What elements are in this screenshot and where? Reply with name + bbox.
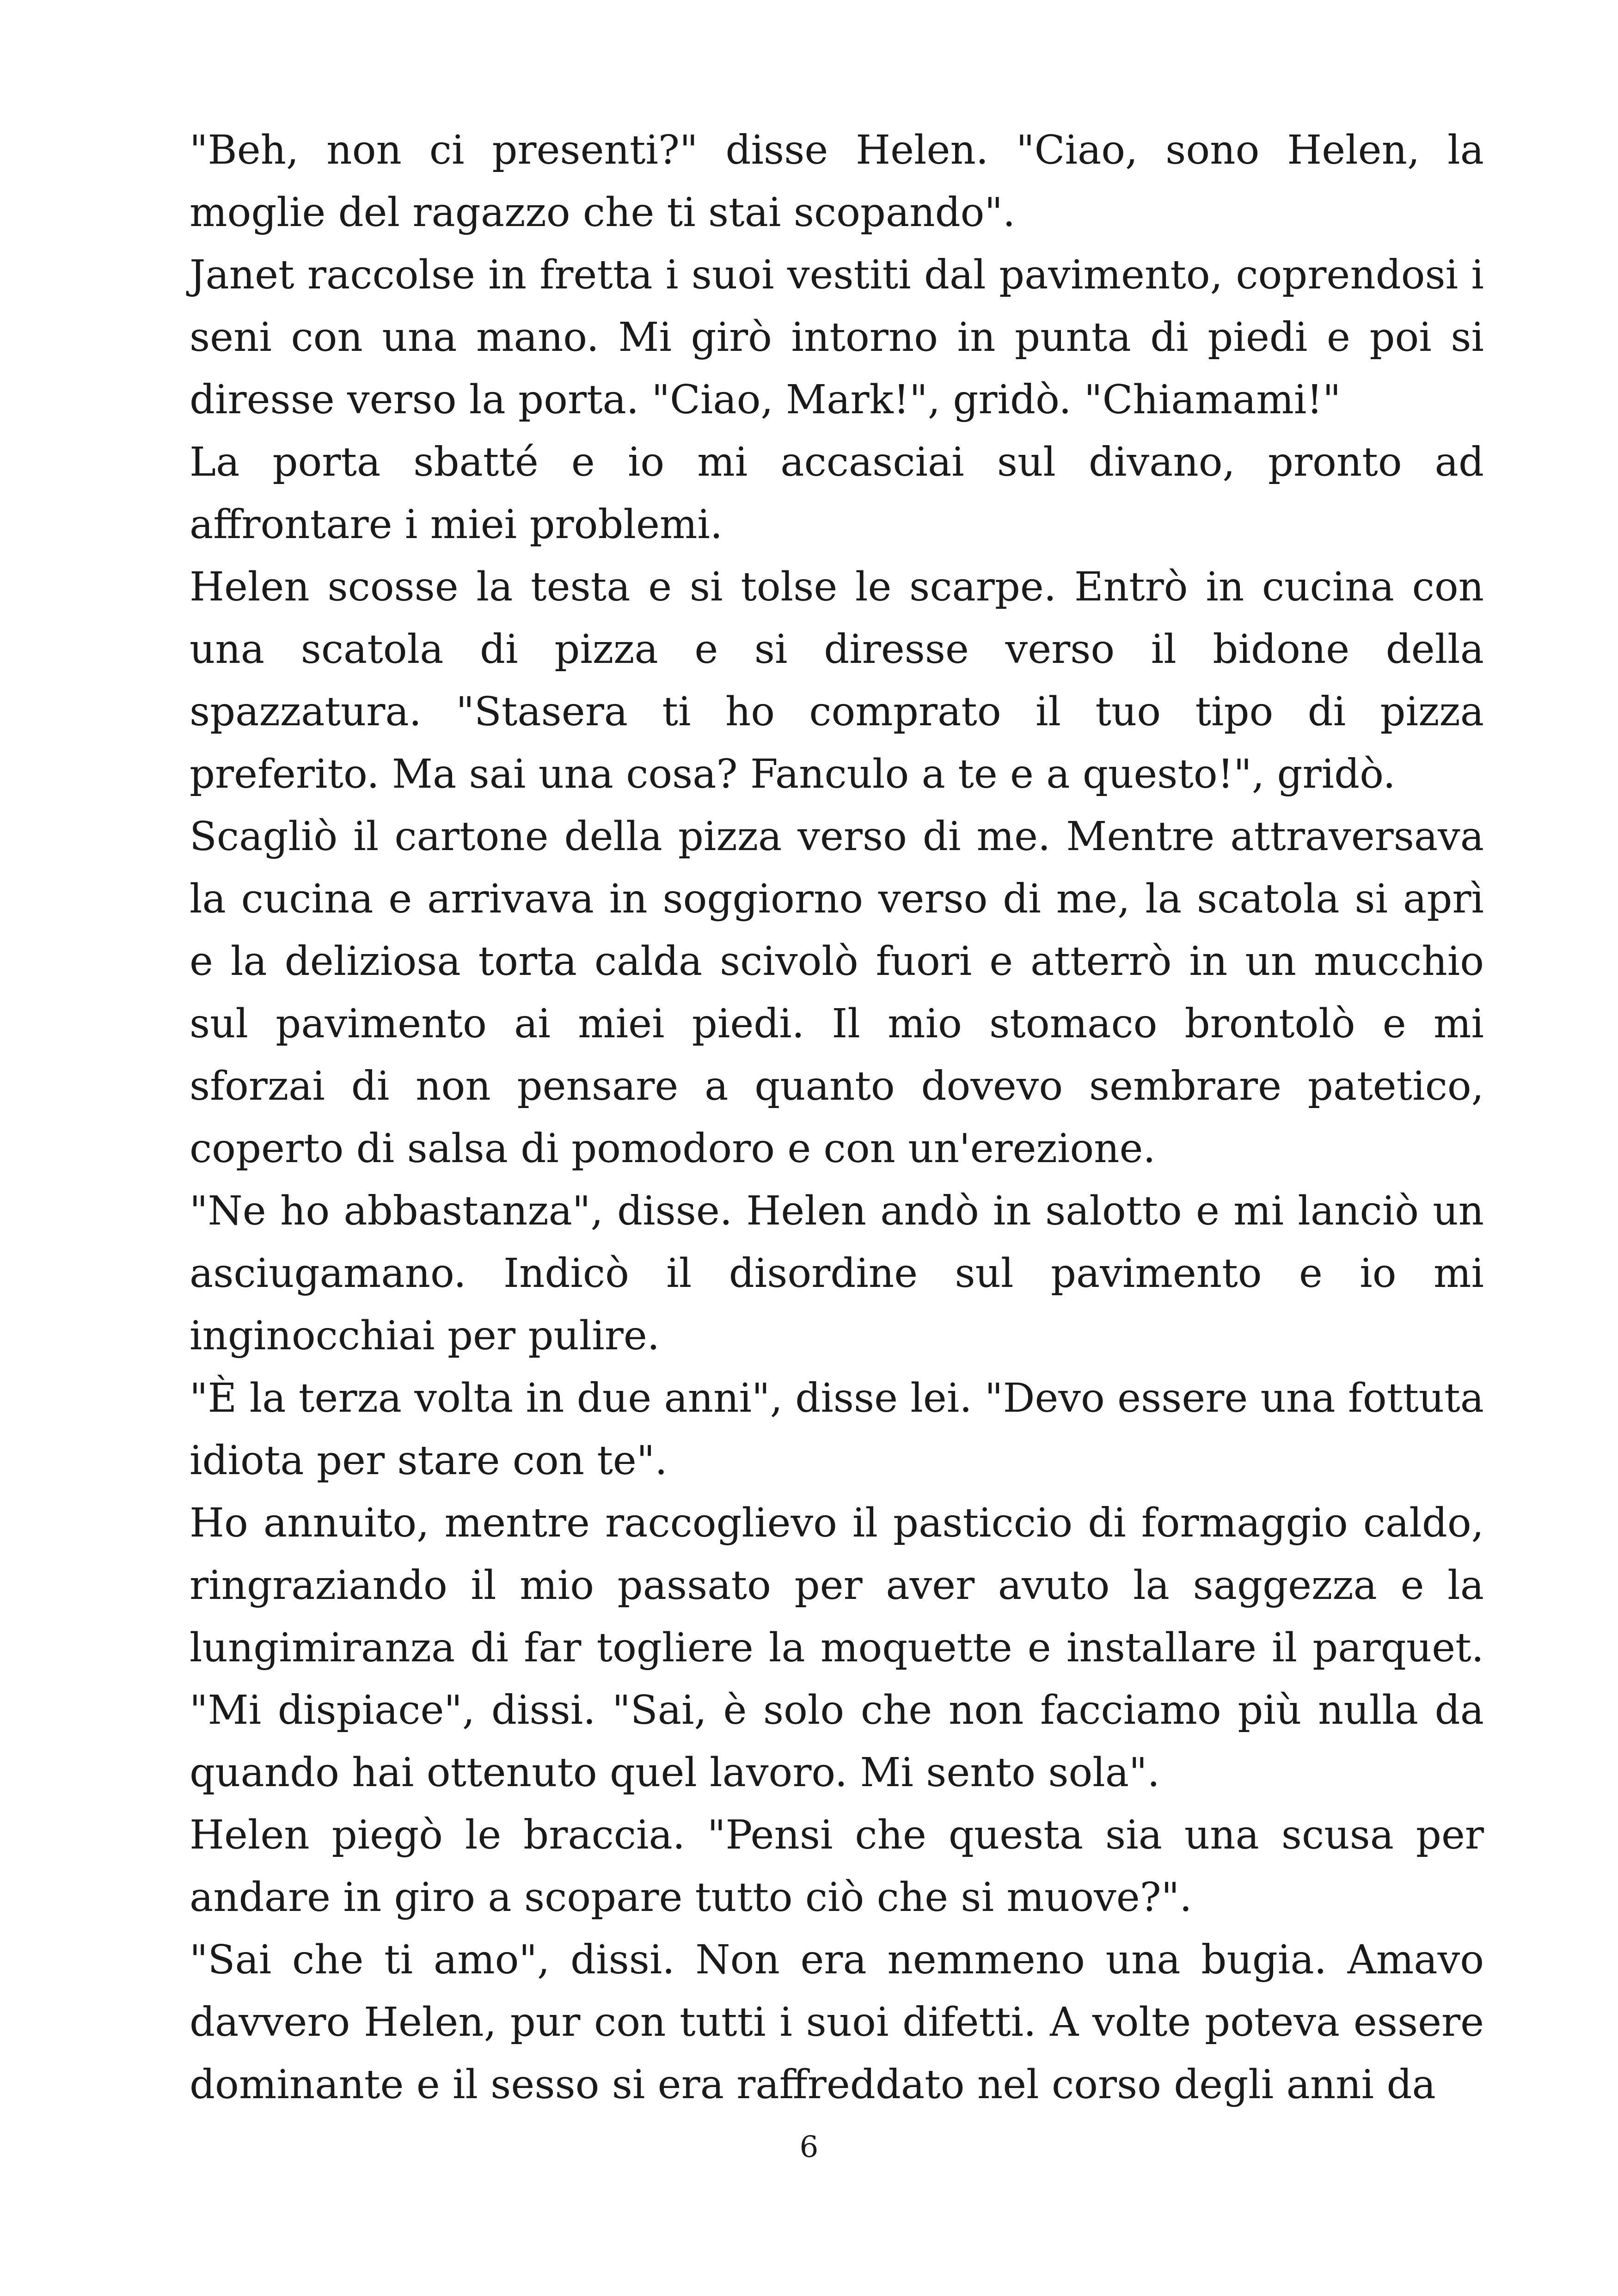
body-text	[190, 119, 1484, 2116]
paragraph: "Beh, non ci presenti?" disse Helen. "Ciao, sono Helen, la moglie del ragazzo che ti stai scopando".	[190, 127, 1484, 236]
paragraph: "Sai che ti amo", dissi. Non era nemmeno una bugia. Amavo davvero Helen, pur con tutti i suoi difetti. A volte poteva essere dominante e il sesso si era raffreddato nel corso degli anni da	[190, 1937, 1484, 2108]
paragraph: Scagliò il cartone della pizza verso di me. Mentre attraversava la cucina e arrivava in soggiorno verso di me, la scatola si aprì e la deliziosa torta calda scivolò fuori e atterrò in un mucchio sul pavimento ai miei piedi. Il mio stomaco brontolò e mi sforzai di non pensare a quanto dovevo sembrare patetico, coperto di salsa di pomodoro e con un'erezione.	[190, 814, 1484, 1172]
paragraph: La porta sbatté e io mi accasciai sul divano, pronto ad affrontare i miei problemi.	[190, 439, 1484, 548]
paragraph: "È la terza volta in due anni", disse lei. "Devo essere una fottuta idiota per stare con te".	[190, 1375, 1484, 1484]
page-number: 6	[799, 2130, 819, 2164]
paragraph: Helen scosse la testa e si tolse le scarpe. Entrò in cucina con una scatola di pizza e si diresse verso il bidone della spazzatura. "Stasera ti ho comprato il tuo tipo di pizza preferito. Ma sai una cosa? Fanculo a te e a questo!", gridò.	[190, 564, 1484, 797]
paragraph: Ho annuito, mentre raccoglievo il pasticcio di formaggio caldo, ringraziando il mio passato per aver avuto la saggezza e la lungimiranza di far togliere la moquette e installare il parquet. "Mi dispiace", dissi. "Sai, è solo che non facciamo più nulla da quando hai ottenuto quel lavoro. Mi sento sola".	[190, 1500, 1484, 1796]
paragraph: Helen piegò le braccia. "Pensi che questa sia una scusa per andare in giro a scopare tutto ciò che si muove?".	[190, 1812, 1484, 1921]
paragraph: "Ne ho abbastanza", disse. Helen andò in salotto e mi lanciò un asciugamano. Indicò il disordine sul pavimento e io mi inginocchiai per pulire.	[190, 1188, 1484, 1359]
paragraph: Janet raccolse in fretta i suoi vestiti dal pavimento, coprendosi i seni con una mano. Mi girò intorno in punta di piedi e poi si diresse verso la porta. "Ciao, Mark!", gridò. "Chiamami!"	[190, 252, 1484, 423]
